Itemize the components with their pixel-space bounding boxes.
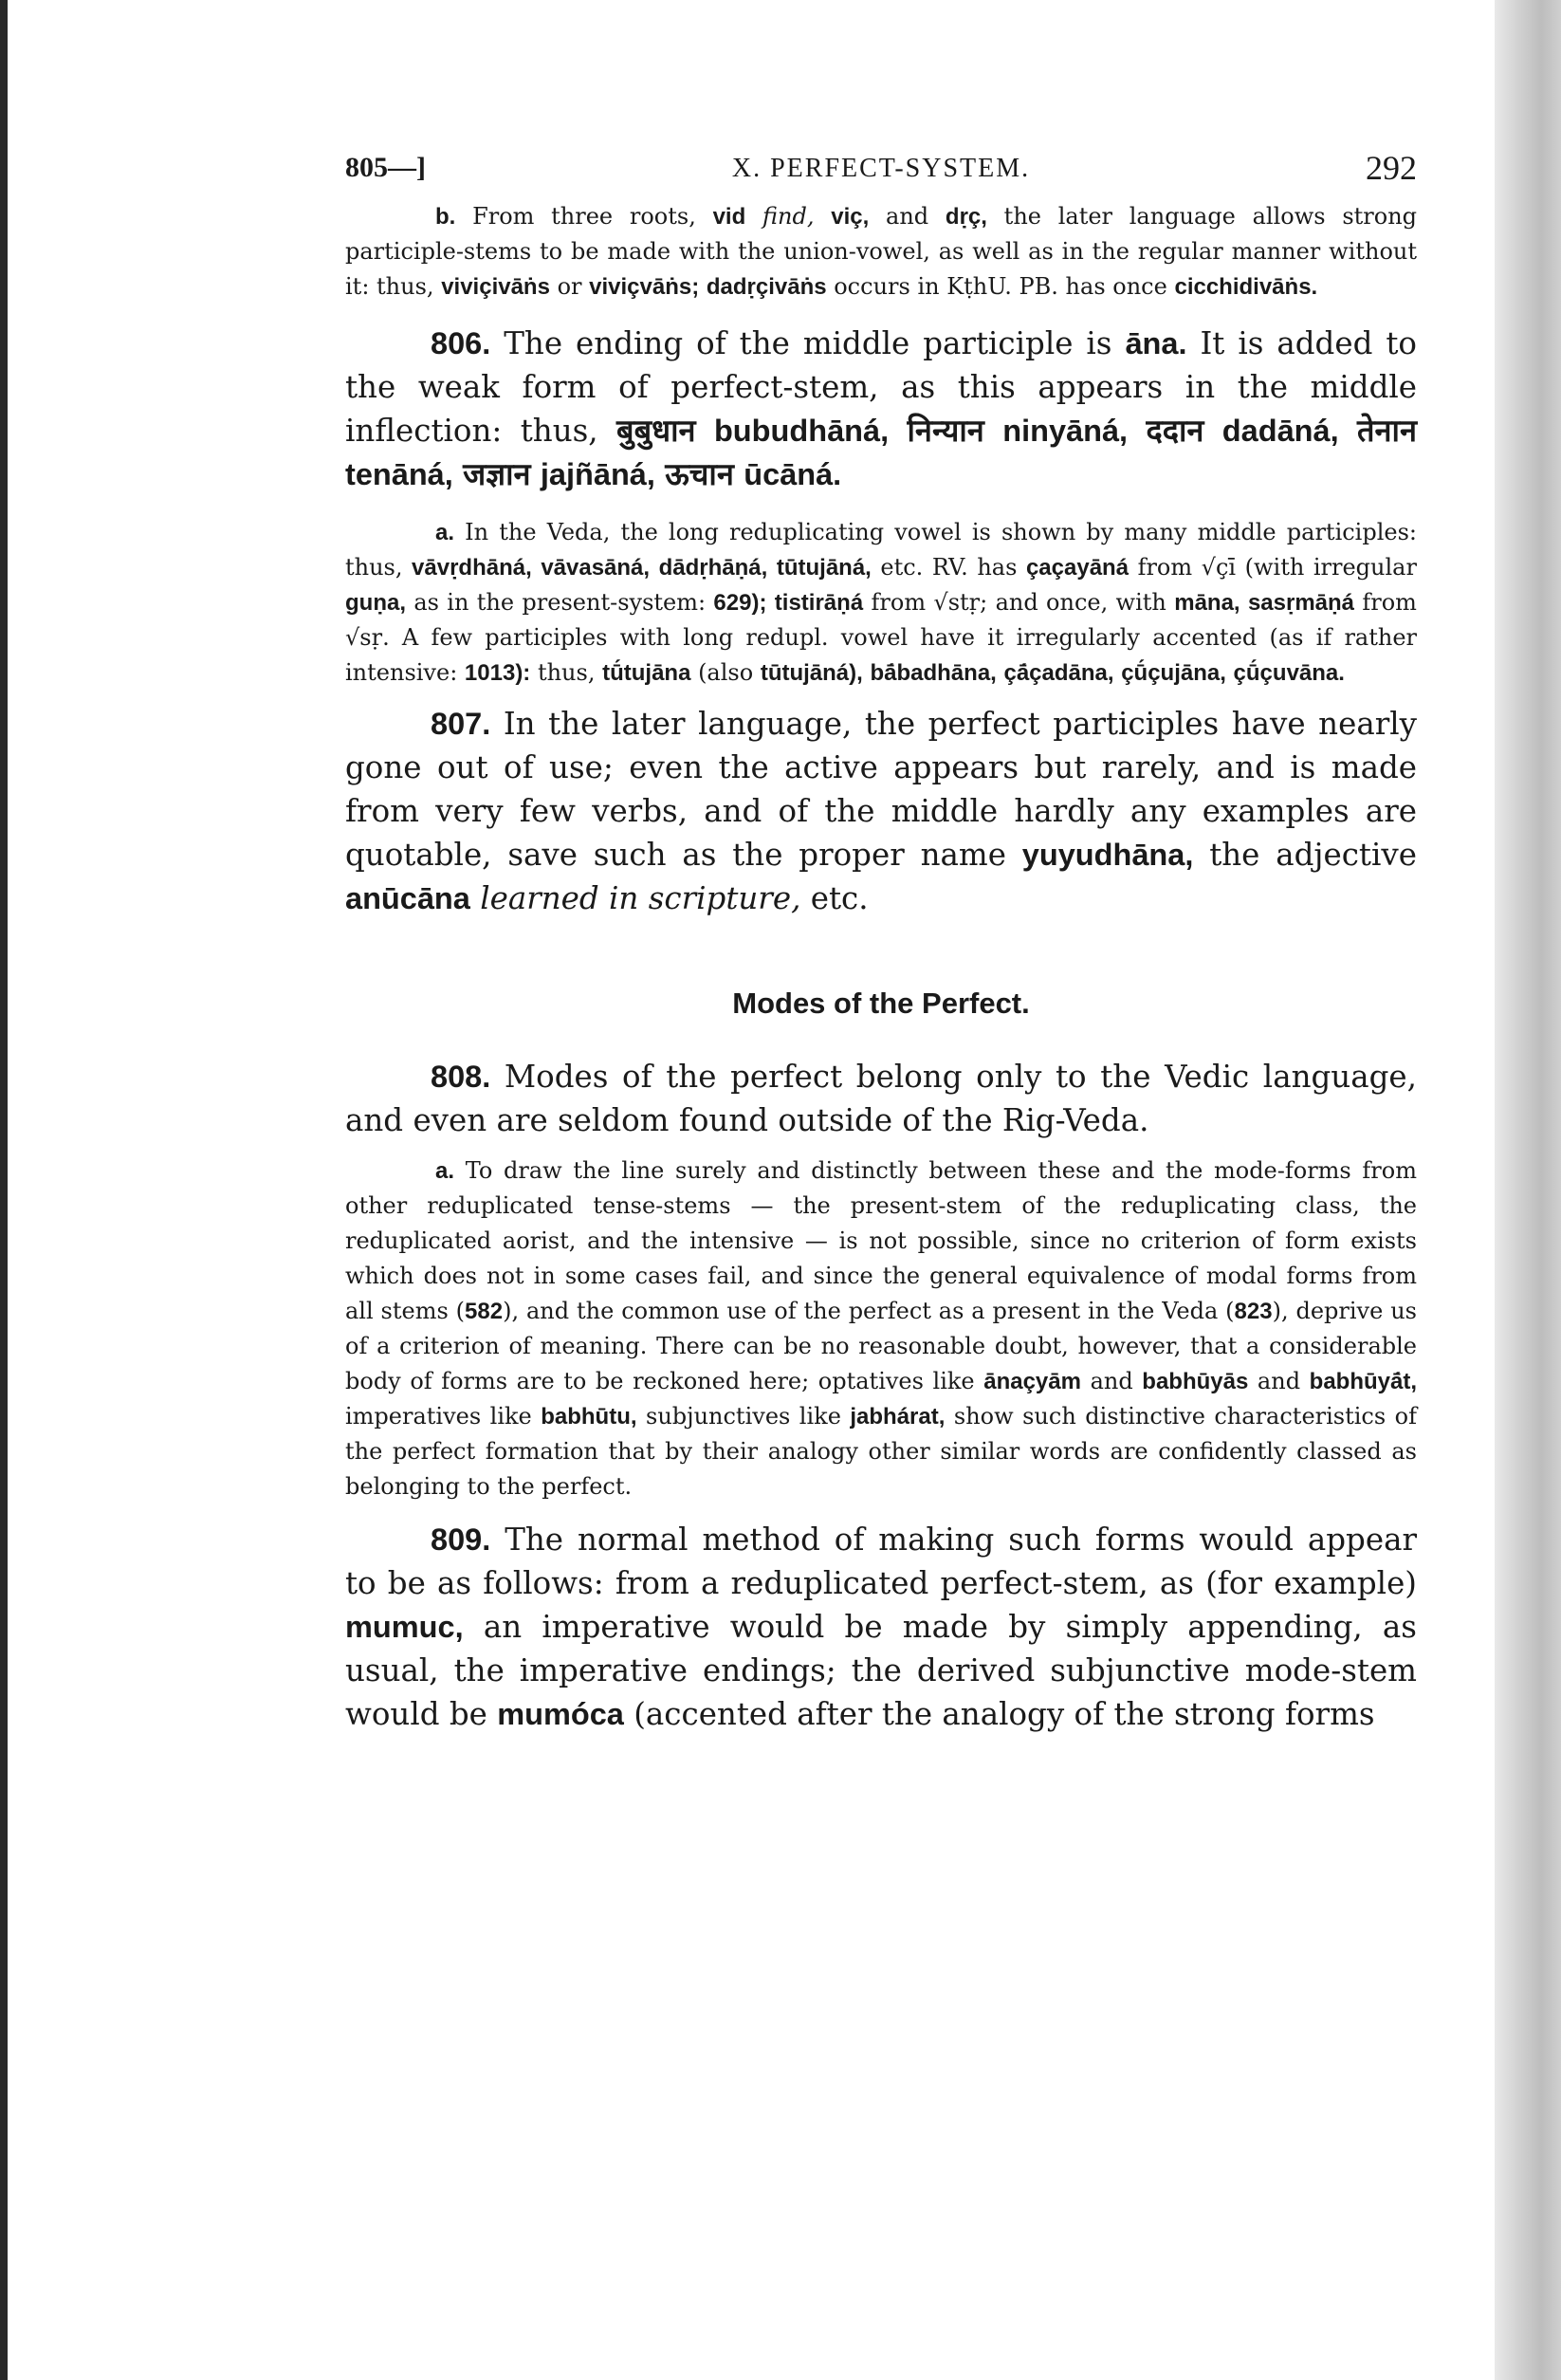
scan-border-right: [1495, 0, 1561, 2380]
paragraph-808a: a. To draw the line surely and distinctly between these and the mode-forms from other reduplicated tense-stems — the present-stem of the reduplicating class, the reduplicated aorist, and the intensive — is not possible, since no criterion of form exists which does not in some cases fail, and since the general equivalence of modal forms from all stems (582), and the common use of the perfect as a present in the Veda (823), deprive us of a criterion of meaning. There can be no reasonable doubt, however, that a considerable body of forms are to be reckoned here; optatives like ānaçyām and babhūyās and babhūyā́t, imperatives like babhūtu, subjunctives like jabhárat, show such distinctive characteristics of the perfect formation that by their analogy other similar words are confidently classed as belonging to the perfect.: [345, 1157, 1417, 1500]
section-heading: Modes of the Perfect.: [732, 987, 1030, 1020]
page-number: 292: [1366, 149, 1417, 187]
paragraph-806: 806. The ending of the middle participle is āna. It is added to the weak form of perfect-stem, as this appears in the middle inflection: thus, बुबुधान bubudhāná, निन्यान ninyāná, ददान dadāná, तेनान tenāná, जज्ञान jajñāná, ऊचान ūcāná.: [345, 325, 1418, 492]
scan-border-left: [0, 0, 8, 2380]
paragraph-808: 808. Modes of the perfect belong only to the Vedic language, and even are seldom found outside of the Rig-Veda.: [345, 1059, 1417, 1138]
chapter-title: X. PERFECT-SYSTEM.: [731, 154, 1031, 183]
paragraph-805b: b. From three roots, vid find, viç, and dṛç, the later language allows strong participle-stems to be made with the union-vowel, as well as in the regular manner without it: thus, viviçivāṅs or viviçvāṅs; dadṛçivāṅs occurs in KṭhU. PB. has once cicchidivāṅs.: [345, 203, 1418, 300]
paragraph-806a: a. In the Veda, the long reduplicating vowel is shown by many middle participles: thus, vāvṛdhāná, vāvasāná, dādṛhāṇá, tūtujāná, etc. RV. has çaçayāná from √çī (with irregular guṇa, as in the present-system: 629); tistirāṇá from √stṛ; and once, with māna, sasṛmāṇá from √sṛ. A few participles with long redupl. vowel have it irregularly accented (as if rather intensive: 1013): thus, tū́tujāna (also tūtujāná), bā́badhāna, çā́çadāna, çū́çujāna, çū́çuvāna.: [345, 519, 1418, 686]
section-reference: 805—]: [345, 152, 426, 183]
book-page: [345, 142, 1417, 1736]
paragraph-809: 809. The normal method of making such forms would appear to be as follows: from a reduplicated perfect-stem, as (for example) mumuc, an imperative would be made by simply appending, as usual, the imperative endings; the derived subjunctive mode-stem would be mumóca (accented after the analogy of the strong forms: [345, 1522, 1417, 1732]
running-head: [345, 142, 1417, 199]
paragraph-807: 807. In the later language, the perfect participles have nearly gone out of use; even the active appears but rarely, and is made from very few verbs, and of the middle hardly any examples are quotable, save such as the proper name yuyudhāna, the adjective anūcāna learned in scripture, etc.: [345, 706, 1417, 916]
